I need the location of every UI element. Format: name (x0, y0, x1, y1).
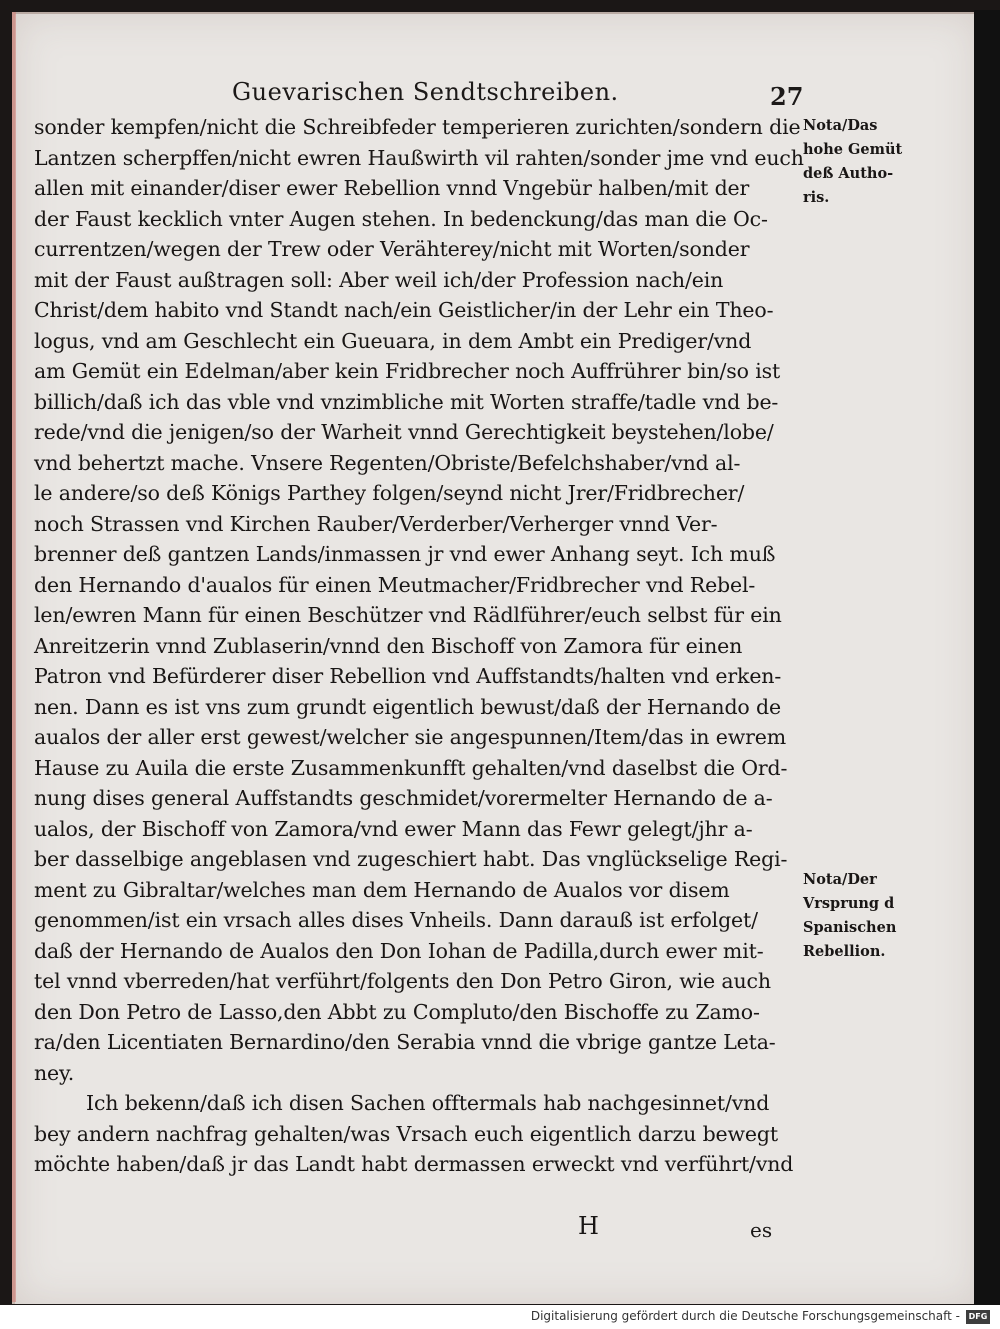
funding-credit: Digitalisierung gefördert durch die Deutsche Forschungsgemeinschaft - (530, 1309, 960, 1323)
marginal-line: Vrsprung d (803, 895, 895, 912)
text-line: genommen/ist ein vrsach alles dises Vnheils. Dann darauß ist erfolget/ (34, 908, 758, 932)
marginal-line: Spanischen (803, 919, 897, 936)
text-line: currentzen/wegen der Trew oder Verähterey/nicht mit Worten/sonder (34, 237, 750, 261)
text-line: möchte haben/daß jr das Landt habt dermassen erweckt vnd verführt/vnd (34, 1152, 794, 1176)
text-line: Christ/dem habito vnd Standt nach/ein Geistlicher/in der Lehr ein Theo- (34, 298, 774, 322)
text-line: der Faust kecklich vnter Augen stehen. In bedenckung/das man die Oc- (34, 206, 768, 231)
text-line: nung dises general Auffstandts geschmidet/vorermelter Hernando de a- (34, 786, 773, 810)
text-line: len/ewren Mann für einen Beschützer vnd Rädlführer/euch selbst für ein (34, 603, 782, 627)
dfg-logo-icon: DFG (966, 1310, 990, 1324)
catchword: es (750, 1218, 773, 1242)
text-line: ualos, der Bischoff von Zamora/vnd ewer Mann das Fewr gelegt/jhr a- (34, 816, 753, 841)
marginal-line: Nota/Das (803, 117, 878, 134)
text-line: tel vnnd vberreden/hat verführt/folgents den Don Petro Giron, wie auch (34, 969, 771, 993)
digitization-footer (0, 1305, 1000, 1329)
text-line: noch Strassen vnd Kirchen Rauber/Verderber/Verherger vnnd Ver- (34, 511, 718, 536)
marginal-line: Rebellion. (803, 943, 886, 960)
marginal-line: deß Autho- (803, 165, 894, 182)
text-line: Ich bekenn/daß ich disen Sachen offtermals hab nachgesinnet/vnd (86, 1091, 770, 1115)
text-line: ber dasselbige angeblasen vnd zugeschiert habt. Das vnglückselige Regi- (34, 847, 788, 871)
text-line: Patron vnd Befürderer diser Rebellion vnd Auffstandts/halten vnd erken- (34, 664, 782, 688)
page-number: 27 (770, 82, 804, 111)
body-text (34, 112, 804, 1180)
marginal-line: Nota/Der (803, 871, 877, 888)
text-line: nen. Dann es ist vns zum grundt eigentlich bewust/daß der Hernando de (34, 694, 781, 719)
text-line: Hause zu Auila die erste Zusammenkunfft gehalten/vnd daselbst die Ord- (34, 755, 788, 780)
text-line: daß der Hernando de Aualos den Don Iohan de Padilla,durch ewer mit- (34, 938, 764, 963)
text-line: ra/den Licentiaten Bernardino/den Serabia vnnd die vbrige gantze Leta- (34, 1030, 776, 1054)
marginal-note-rebellion (803, 868, 896, 964)
text-line: ment zu Gibraltar/welches man dem Hernando de Aualos vor disem (34, 877, 730, 902)
text-line: allen mit einander/diser ewer Rebellion vnnd Vngebür halben/mit der (34, 176, 750, 200)
text-line: vnd behertzt mache. Vnsere Regenten/Obriste/Befelchshaber/vnd al- (34, 450, 741, 475)
marginal-line: ris. (803, 189, 830, 206)
text-line: le andere/so deß Königs Parthey folgen/seynd nicht Jrer/Fridbrecher/ (34, 481, 745, 505)
page-edge (12, 12, 16, 1302)
text-line: bey andern nachfrag gehalten/was Vrsach euch eigentlich darzu bewegt (34, 1121, 778, 1146)
scan-border (974, 10, 1000, 1305)
text-line: Lantzen scherpffen/nicht ewren Haußwirth vil rahten/sonder jme vnd euch (34, 145, 804, 170)
marginal-note-author (803, 114, 902, 210)
text-line: den Don Petro de Lasso,den Abbt zu Compluto/den Bischoffe zu Zamo- (34, 999, 760, 1024)
text-line: ney. (34, 1060, 75, 1085)
text-line: rede/vnd die jenigen/so der Warheit vnnd Gerechtigkeit beystehen/lobe/ (34, 420, 774, 444)
text-line: billich/daß ich das vble vnd vnzimbliche mit Worten straffe/tadle vnd be- (34, 389, 779, 414)
text-line: den Hernando d'aualos für einen Meutmacher/Fridbrecher vnd Rebel- (34, 572, 756, 597)
text-line: Anreitzerin vnnd Zublaserin/vnnd den Bischoff von Zamora für einen (34, 633, 743, 658)
text-line: sonder kempfen/nicht die Schreibfeder temperieren zurichten/sondern die (34, 115, 801, 139)
text-line: aualos der aller erst gewest/welcher sie angespunnen/Item/das in ewrem (34, 725, 787, 749)
running-head: Guevarischen Sendtschreiben. (232, 78, 619, 106)
text-line: am Gemüt ein Edelman/aber kein Fridbrecher noch Auffrührer bin/so ist (34, 359, 781, 383)
signature-mark: H (578, 1212, 599, 1240)
marginal-line: hohe Gemüt (803, 141, 903, 158)
text-line: logus, vnd am Geschlecht ein Gueuara, in dem Ambt ein Prediger/vnd (34, 328, 752, 353)
text-line: mit der Faust außtragen soll: Aber weil ich/der Profession nach/ein (34, 267, 724, 292)
text-line: brenner deß gantzen Lands/inmassen jr vnd ewer Anhang seyt. Ich muß (34, 542, 776, 566)
